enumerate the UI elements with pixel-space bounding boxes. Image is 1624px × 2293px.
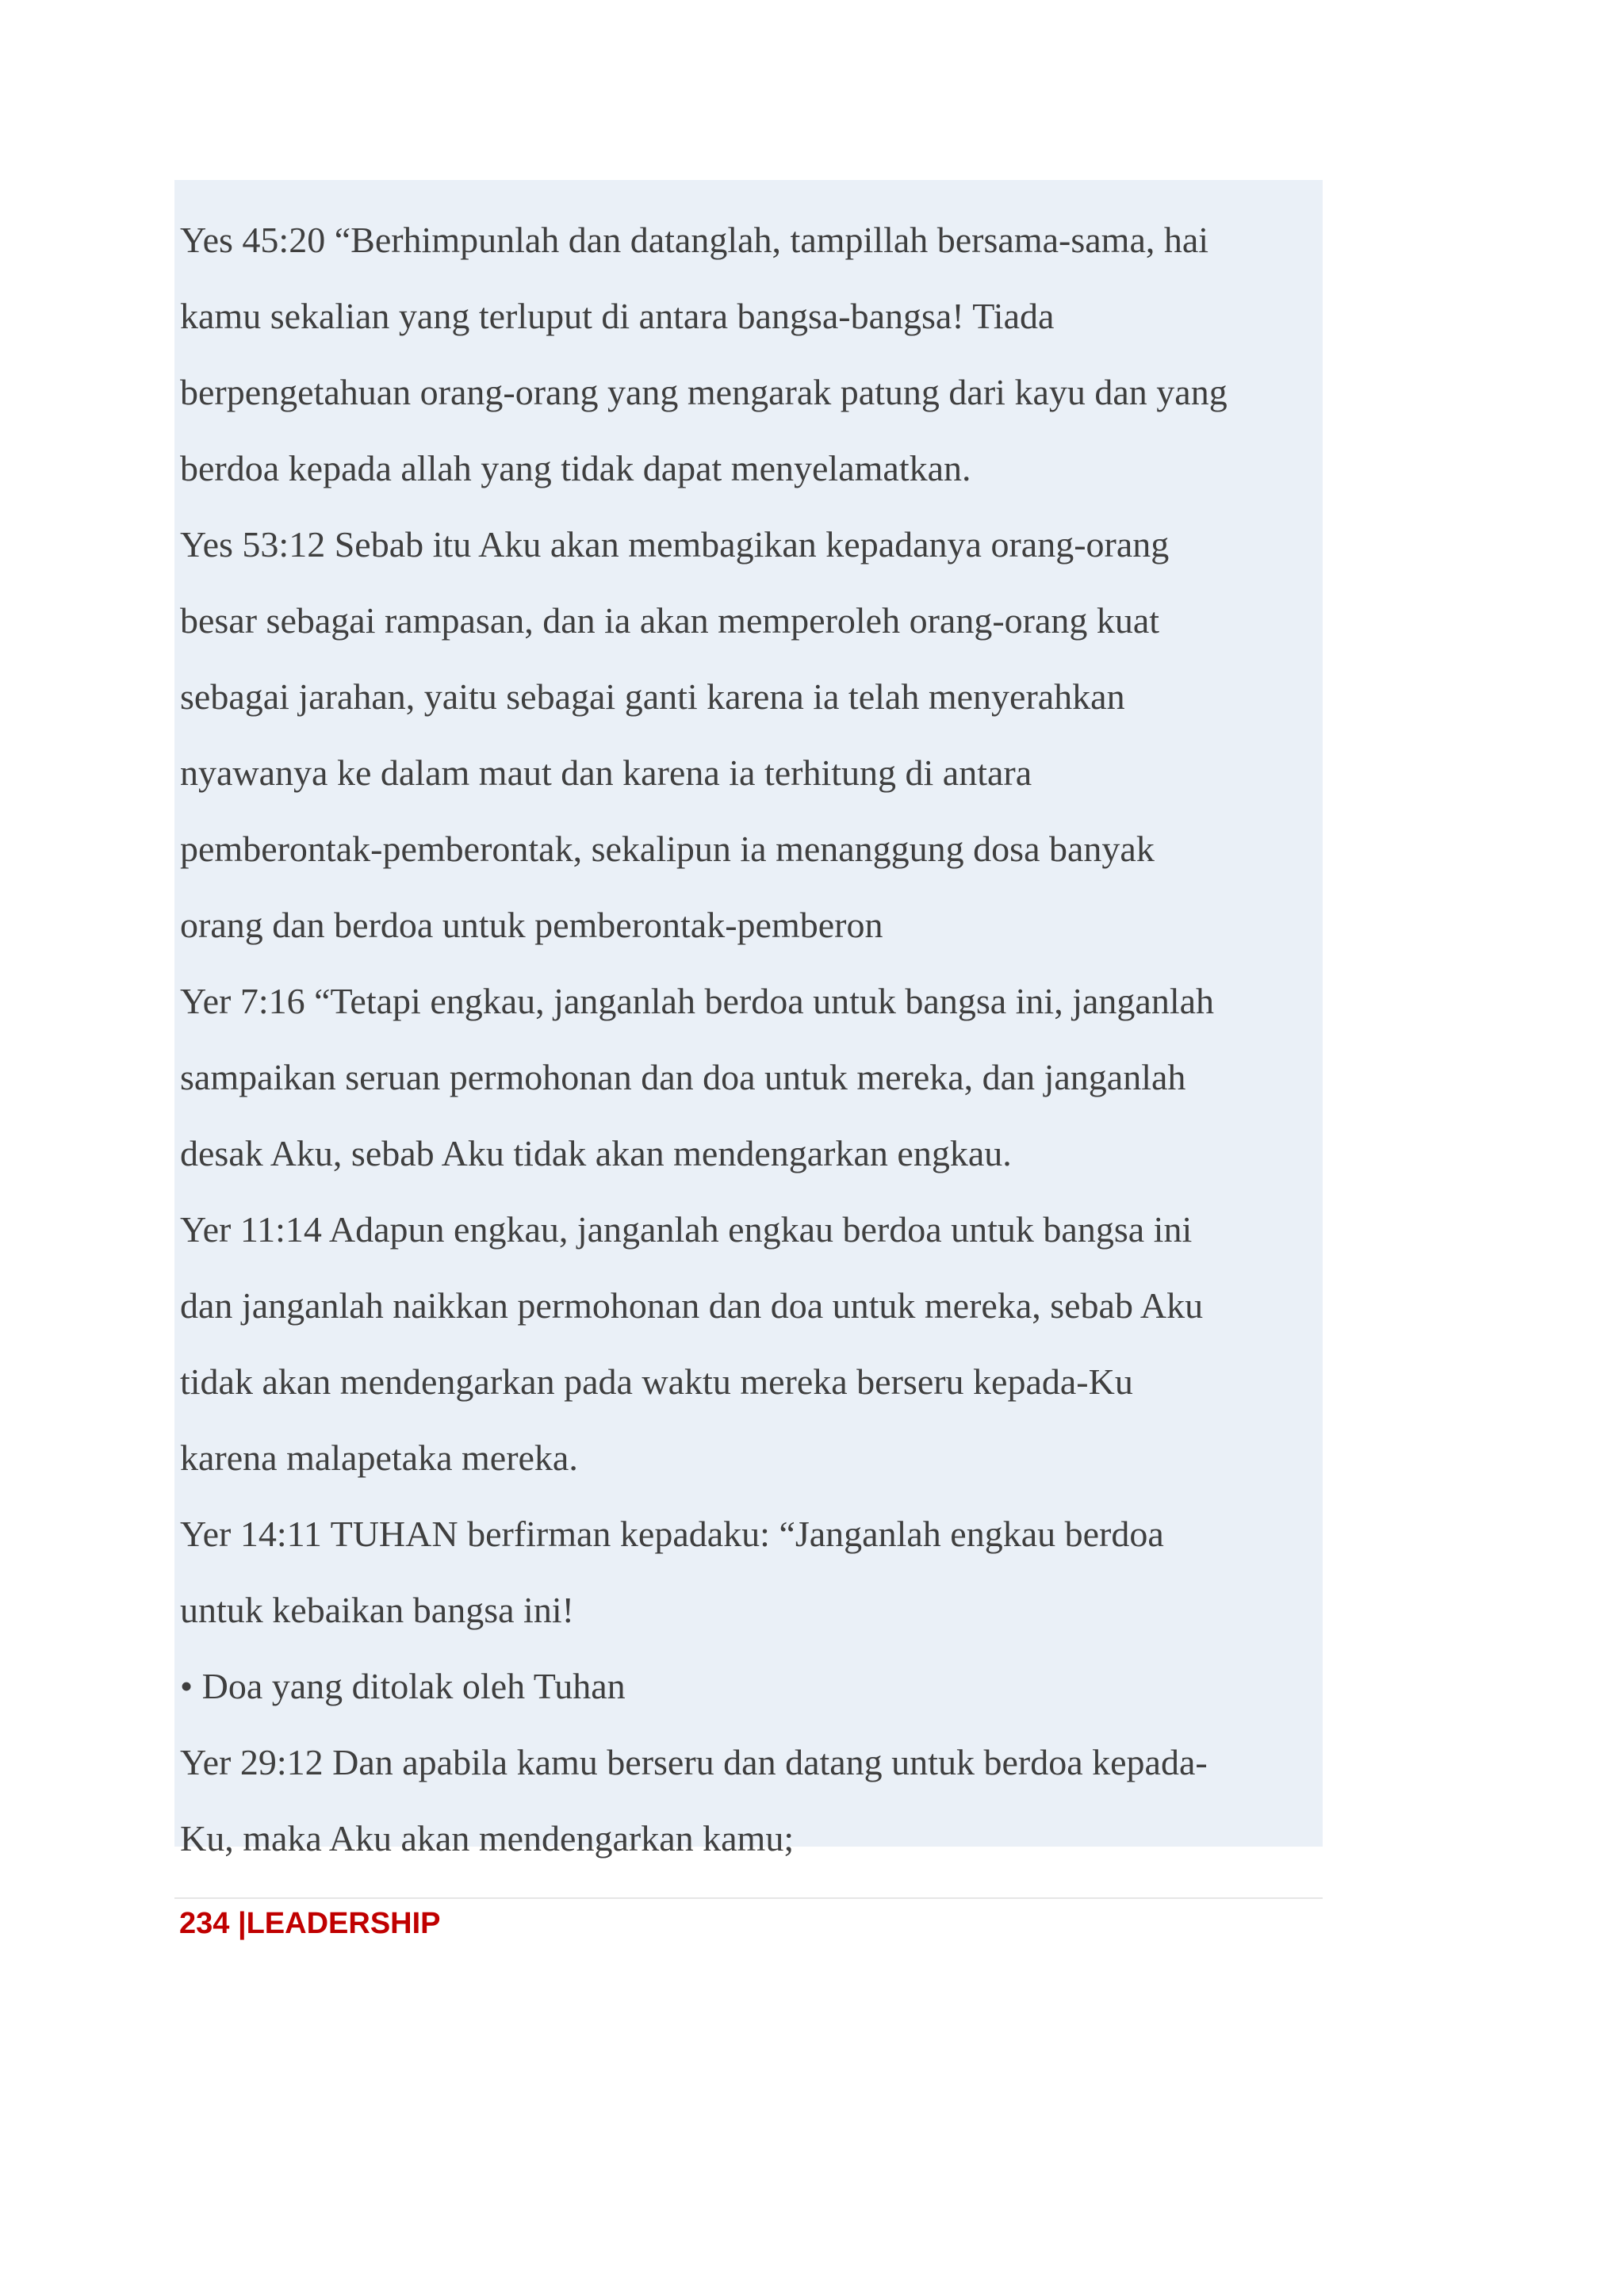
text-line: berpengetahuan orang-orang yang mengarak patung dari kayu dan yang bbox=[180, 372, 1228, 412]
text-line: Yer 11:14 Adapun engkau, janganlah engkau berdoa untuk bangsa ini bbox=[180, 1209, 1193, 1250]
text-line: Ku, maka Aku akan mendengarkan kamu; bbox=[180, 1818, 795, 1859]
text-line: Yes 53:12 Sebab itu Aku akan membagikan kepadanya orang-orang bbox=[180, 524, 1170, 565]
text-line: orang dan berdoa untuk pemberontak-pemberon bbox=[180, 905, 883, 945]
text-line: tidak akan mendengarkan pada waktu mereka berseru kepada-Ku bbox=[180, 1361, 1133, 1402]
text-line: karena malapetaka mereka. bbox=[180, 1437, 578, 1478]
text-line: Yer 14:11 TUHAN berfirman kepadaku: “Janganlah engkau berdoa bbox=[180, 1514, 1164, 1554]
text-line: Yer 29:12 Dan apabila kamu berseru dan datang untuk berdoa kepada- bbox=[180, 1742, 1208, 1782]
footer-divider bbox=[174, 1897, 1323, 1899]
text-line: besar sebagai rampasan, dan ia akan memperoleh orang-orang kuat bbox=[180, 600, 1160, 641]
text-line: desak Aku, sebab Aku tidak akan mendengarkan engkau. bbox=[180, 1133, 1012, 1173]
text-line: kamu sekalian yang terluput di antara bangsa-bangsa! Tiada bbox=[180, 296, 1055, 336]
text-line: berdoa kepada allah yang tidak dapat menyelamatkan. bbox=[180, 448, 971, 488]
text-line: Yes 45:20 “Berhimpunlah dan datanglah, tampillah bersama-sama, hai bbox=[180, 220, 1209, 260]
text-line: untuk kebaikan bangsa ini! bbox=[180, 1590, 574, 1630]
text-line: sebagai jarahan, yaitu sebagai ganti karena ia telah menyerahkan bbox=[180, 676, 1125, 717]
text-line: pemberontak-pemberontak, sekalipun ia menanggung dosa banyak bbox=[180, 829, 1155, 869]
text-line: nyawanya ke dalam maut dan karena ia terhitung di antara bbox=[180, 752, 1032, 793]
text-line: dan janganlah naikkan permohonan dan doa untuk mereka, sebab Aku bbox=[180, 1285, 1204, 1326]
text-line: Yer 7:16 “Tetapi engkau, janganlah berdoa untuk bangsa ini, janganlah bbox=[180, 981, 1215, 1021]
page-footer: 234 |LEADERSHIP bbox=[179, 1907, 441, 1940]
bullet-heading: • Doa yang ditolak oleh Tuhan bbox=[180, 1666, 626, 1706]
scripture-text-block bbox=[174, 180, 1323, 1859]
text-line: sampaikan seruan permohonan dan doa untuk mereka, dan janganlah bbox=[180, 1057, 1186, 1097]
